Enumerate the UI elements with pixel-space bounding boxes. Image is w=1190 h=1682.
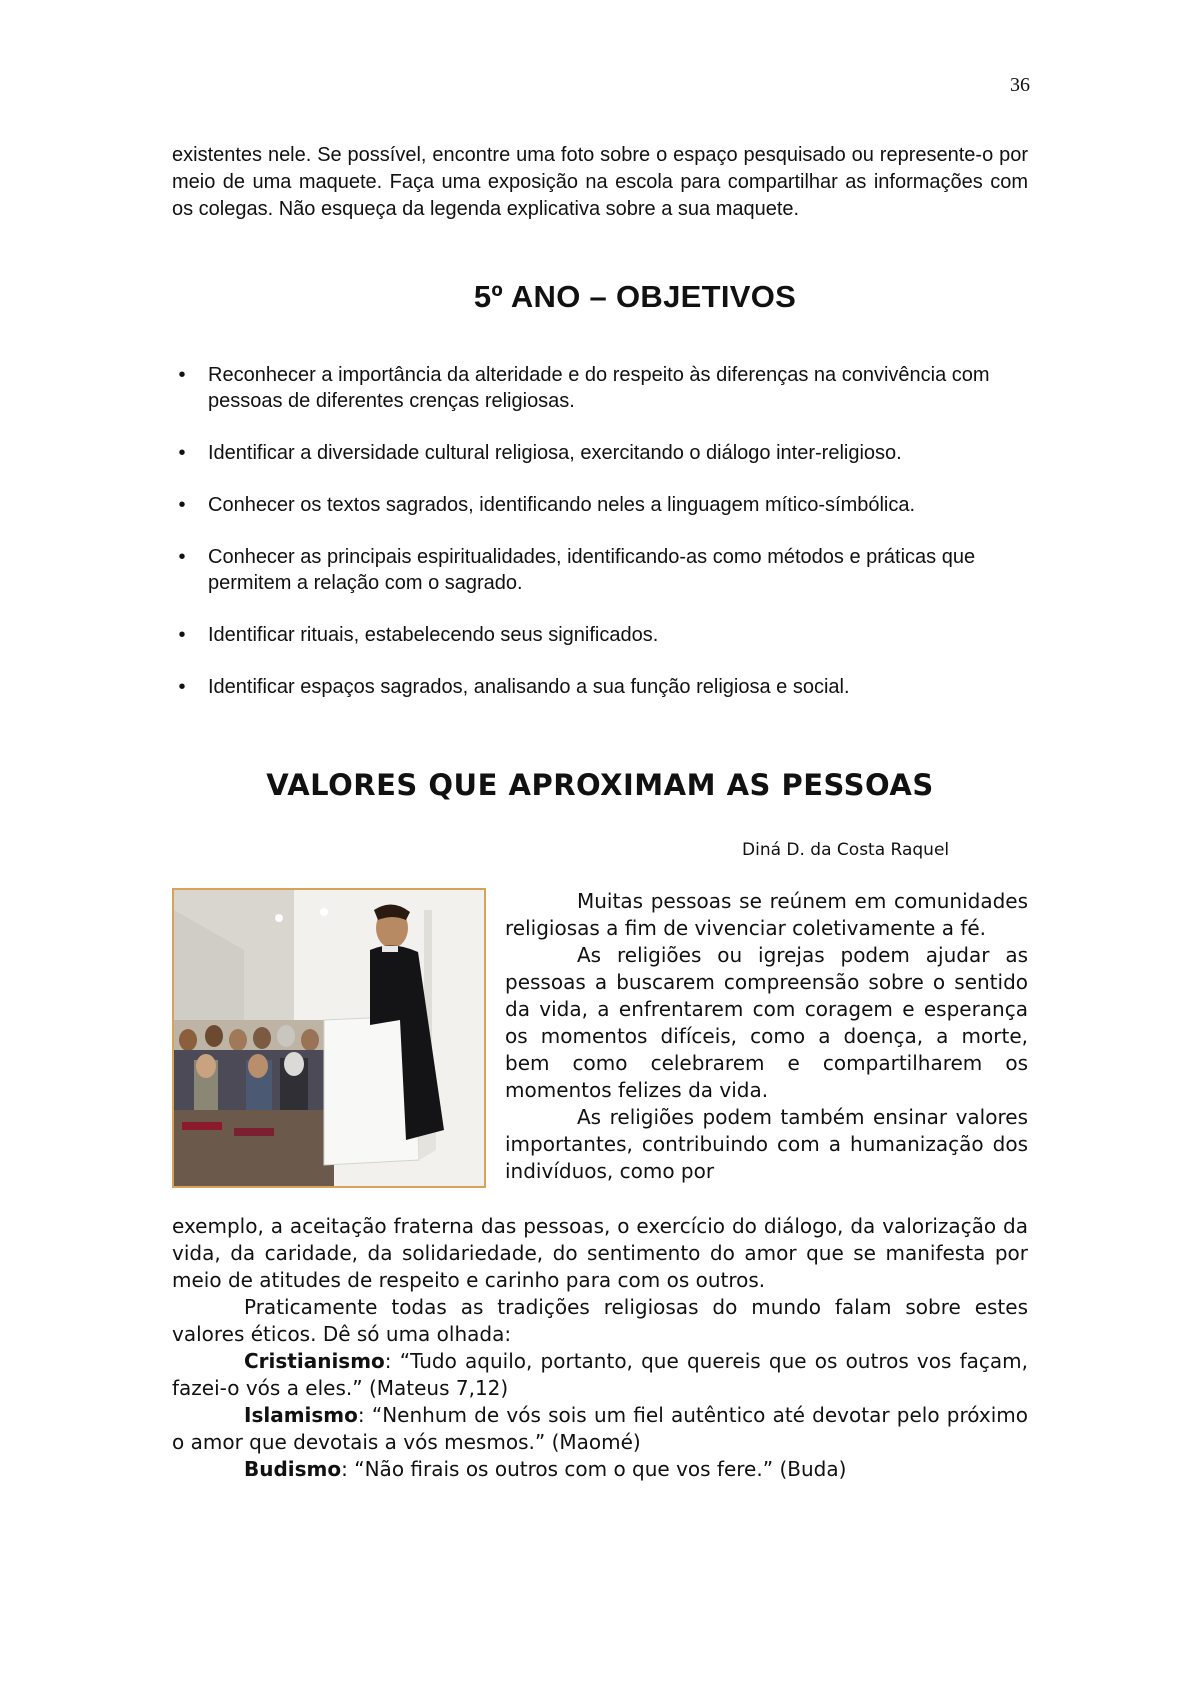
quote-cristianismo bbox=[172, 1348, 1028, 1402]
list-item bbox=[172, 362, 1028, 414]
list-item bbox=[172, 440, 1028, 466]
bullet-icon: • bbox=[178, 546, 186, 568]
quote-label: Islamismo bbox=[244, 1403, 358, 1427]
church-service-illustration bbox=[174, 890, 484, 1186]
list-item bbox=[172, 674, 1028, 700]
bullet-icon: • bbox=[178, 624, 186, 646]
article-paragraph: As religiões ou igrejas podem ajudar as pessoas a buscarem compreensão sobre o sentido da vida, a enfrentarem com coragem e esperança os momentos difíceis, como a doença, a morte, bem como celebrarem e compartilharem os momentos felizes da vida. bbox=[505, 943, 1028, 1102]
list-item bbox=[172, 622, 1028, 648]
section-title-valores: VALORES QUE APROXIMAM AS PESSOAS bbox=[266, 768, 934, 802]
author-credit: Diná D. da Costa Raquel bbox=[742, 840, 950, 860]
section-title-5ano: 5º ANO – OBJETIVOS bbox=[473, 279, 797, 314]
quote-islamismo bbox=[172, 1402, 1028, 1456]
article-paragraph: As religiões podem também ensinar valores importantes, contribuindo com a humanização dos indivíduos, como por bbox=[505, 1105, 1028, 1183]
intro-paragraph: existentes nele. Se possível, encontre uma foto sobre o espaço pesquisado ou represente-o por meio de uma maquete. Faça uma exposição na escola para compartilhar as informações com os colegas. Não esqueça da legenda explicativa sobre a sua maquete. bbox=[172, 144, 1028, 220]
list-item bbox=[172, 544, 1028, 596]
article-wrap-text bbox=[505, 888, 1028, 1185]
page-number: 36 bbox=[1010, 74, 1030, 96]
church-service-photo bbox=[172, 888, 486, 1188]
quote-text: : “Nenhum de vós sois um fiel autêntico até devotar pelo próximo o amor que devotais a vós mesmos.” (Maomé) bbox=[172, 1403, 1028, 1454]
bullet-icon: • bbox=[178, 676, 186, 698]
article-paragraph: Muitas pessoas se reúnem em comunidades religiosas a fim de vivenciar coletivamente a fé. bbox=[505, 889, 1028, 940]
objective-text: Identificar a diversidade cultural religiosa, exercitando o diálogo inter-religioso. bbox=[208, 442, 902, 464]
bullet-icon: • bbox=[178, 364, 186, 386]
quote-text: : “Tudo aquilo, portanto, que quereis que os outros vos façam, fazei-o vós a eles.” (Mateus 7,12) bbox=[172, 1349, 1028, 1400]
objectives-list bbox=[172, 362, 1028, 726]
quote-label: Budismo bbox=[244, 1457, 342, 1481]
objective-text: Conhecer os textos sagrados, identificando neles a linguagem mítico-símbólica. bbox=[208, 494, 916, 516]
quote-budismo bbox=[172, 1456, 1028, 1483]
quote-label: Cristianismo bbox=[244, 1349, 385, 1373]
objective-text: Conhecer as principais espiritualidades, identificando-as como métodos e práticas que permitem a relação com o sagrado. bbox=[208, 546, 976, 594]
article-paragraph: Praticamente todas as tradições religiosas do mundo falam sobre estes valores éticos. Dê só uma olhada: bbox=[172, 1295, 1028, 1346]
bullet-icon: • bbox=[178, 494, 186, 516]
bullet-icon: • bbox=[178, 442, 186, 464]
objective-text: Reconhecer a importância da alteridade e do respeito às diferenças na convivência com pessoas de diferentes crenças religiosas. bbox=[208, 364, 990, 412]
article-paragraph: exemplo, a aceitação fraterna das pessoas, o exercício do diálogo, da valorização da vida, da caridade, da solidariedade, do sentimento do amor que se manifesta por meio de atitudes de respeito e carinho para com os outros. bbox=[172, 1214, 1028, 1292]
article-full-text bbox=[172, 1213, 1028, 1483]
list-item bbox=[172, 492, 1028, 518]
quote-text: : “Não firais os outros com o que vos fere.” (Buda) bbox=[341, 1457, 847, 1481]
objective-text: Identificar rituais, estabelecendo seus significados. bbox=[208, 624, 659, 646]
objective-text: Identificar espaços sagrados, analisando a sua função religiosa e social. bbox=[208, 676, 850, 698]
